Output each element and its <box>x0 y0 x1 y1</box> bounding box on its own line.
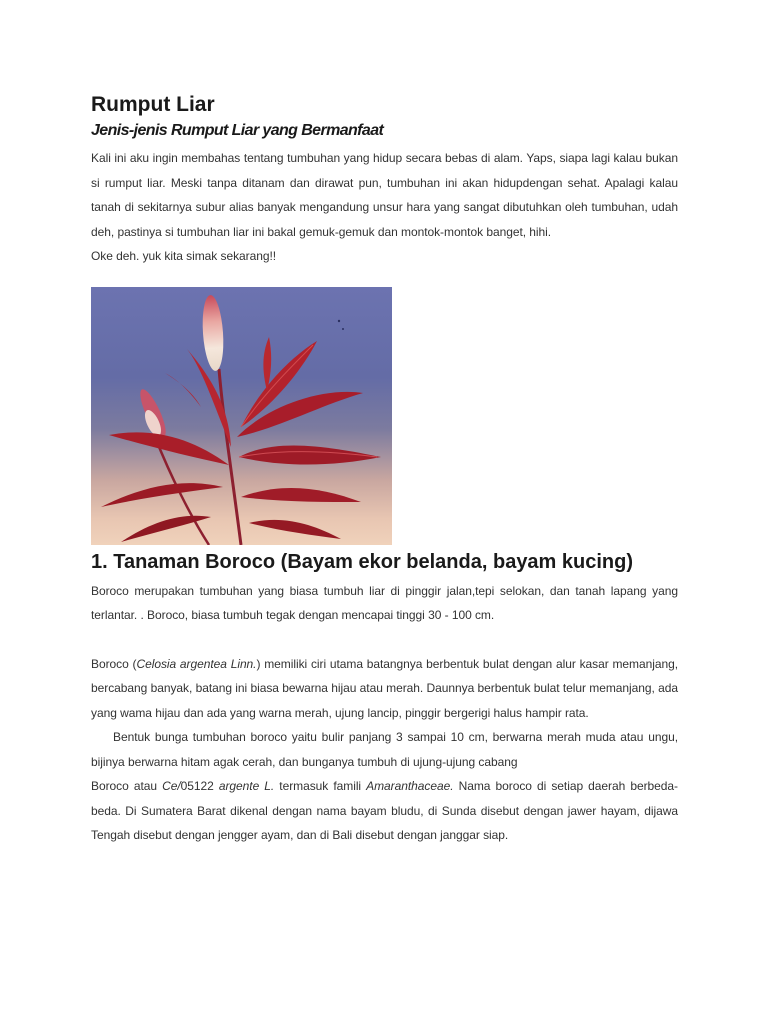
latin-name: Celosia argentea Linn. <box>136 656 257 671</box>
latin-abbrev: Ce/ <box>162 779 181 793</box>
boroco-plant-photo <box>91 287 392 545</box>
text-run: termasuk famili <box>274 779 367 793</box>
text-run: Nama boroco di setiap daerah berbeda-beda. Di Sumatera Barat dikenal dengan nama bayam bludu, di Sunda disebut dengan jawer hayam, dijawa Tengah disebut dengan jengger ayam, dan di Bali disebut dengan janggar siap. <box>91 779 678 842</box>
section-heading-boroco: 1. Tanaman Boroco (Bayam ekor belanda, bayam kucing) <box>91 550 634 573</box>
boroco-flower-paragraph <box>91 725 678 774</box>
boroco-description-paragraph <box>91 652 678 726</box>
text-run: ) memiliki ciri utama batangnya berbentuk bulat dengan alur kasar memanjang, bercabang banyak, batang ini biasa bewarna hijau atau merah. Daunnya berbentuk bulat telur memanjang, ada yang wama hijau dan ada yang warna merah, ujung lancip, pinggir bergerigi halus hampir rata. <box>91 656 679 720</box>
text-run: Bentuk bunga tumbuhan boroco yaitu bulir panjang 3 sampai 10 cm, berwarna merah muda atau ungu, bijinya berwarna hitam agak cerah, dan bunganya tumbuh di ujung-ujung cabang <box>91 730 678 769</box>
boroco-family-paragraph <box>91 774 678 848</box>
intro-closing: Oke deh. yuk kita simak sekarang!! <box>91 249 277 263</box>
latin-name: argente L. <box>218 779 275 793</box>
text-run: 05122 <box>180 779 219 793</box>
text-run: Boroco atau <box>91 779 163 793</box>
family-name: Amaranthaceae. <box>366 779 454 793</box>
document-page <box>91 92 678 848</box>
page-subtitle: Jenis-jenis Rumput Liar yang Bermanfaat <box>91 122 384 139</box>
page-title: Rumput Liar <box>91 93 215 116</box>
boroco-intro-paragraph: Boroco merupakan tumbuhan yang biasa tumbuh liar di pinggir jalan,tepi selokan, dan tanah lapang yang terlantar. . Boroco, biasa tumbuh tegak dengan mencapai tinggi 30 - 100 cm. <box>91 583 678 622</box>
text-run: Boroco ( <box>91 656 137 671</box>
intro-paragraph: Kali ini aku ingin membahas tentang tumbuhan yang hidup secara bebas di alam. Yaps, siapa lagi kalau bukan si rumput liar. Meski tanpa ditanam dan dirawat pun, tumbuhan ini akan hidupdengan sehat. Apalagi kalau tanah di sekitarnya subur alias banyak mengandung unsur hara yang sangat dibutuhkan oleh tumbuhan, udah deh, pastinya si tumbuhan liar ini bakal gemuk-gemuk dan montok-montok banget, hihi. <box>91 151 678 239</box>
